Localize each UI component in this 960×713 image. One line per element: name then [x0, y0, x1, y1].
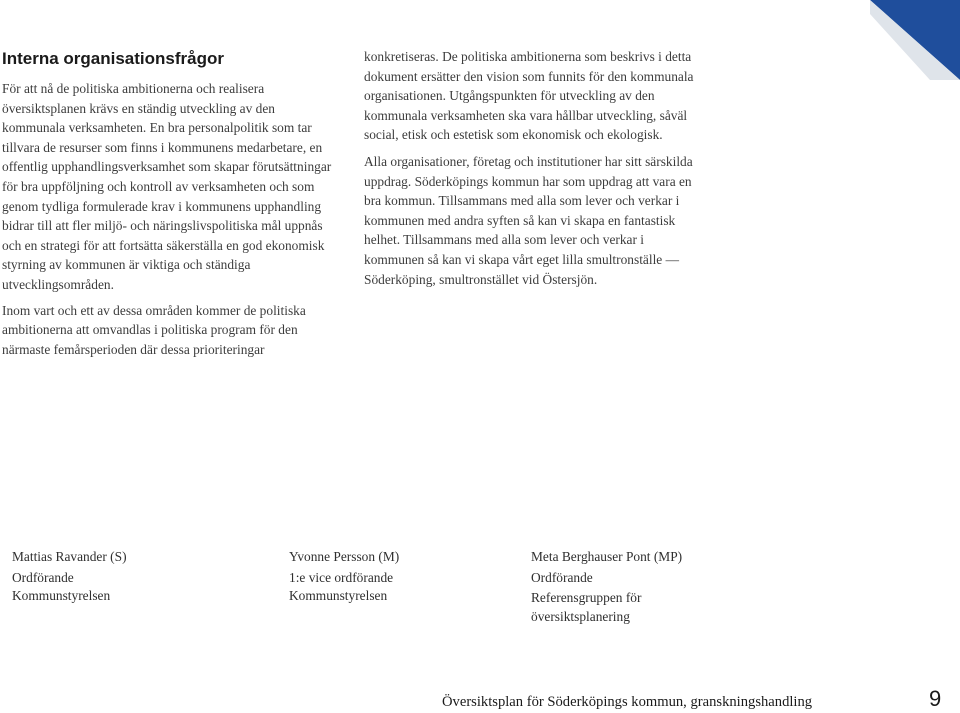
right-paragraph-2: Alla organisationer, företag och institutioner har sitt särskilda uppdrag. Söderköpings kommun har som uppdrag att vara en bra kommun. Tillsammans med alla som lever och verkar i kommunen med andra syften så kan vi skapa en fantastisk helhet. Tillsammans med alla som lever och verkar i kommunen så kan vi skapa vårt eget lilla smultronställe — Söderköping, smultronstället vid Östersjön.: [364, 153, 693, 287]
page-number: 9: [929, 686, 942, 711]
section-heading: Interna organisationsfrågor: [2, 49, 224, 68]
signature-2: [289, 548, 499, 606]
right-column: [364, 47, 704, 289]
page-corner-decoration: [870, 0, 960, 80]
footer-title: Översiktsplan för Söderköpings kommun, granskningshandling: [442, 694, 813, 710]
right-paragraph-1: konkretiseras. De politiska ambitionerna som beskrivs i detta dokument ersätter den vision som funnits för den kommunala organisationen. Utgångspunkten för utveckling av den kommunala verksamheten ska vara hållbar utveckling, såväl social, etisk och estetisk som ekonomisk och ekologisk.: [364, 49, 694, 143]
left-column: [2, 48, 332, 359]
signature-name: Mattias Ravander (S): [12, 549, 127, 564]
left-paragraph-1: För att nå de politiska ambitionerna och realisera översiktsplanen krävs en ständig utveckling av den kommunala verksamheten. En bra personalpolitik som tar tillvara de resurser som finns i kommunens medarbetare, en offentlig upphandlingsverksamhet som skapar förutsättningar för bra uppföljning och kontroll av verksamheten och som genom tydliga formulerade krav i kommunens upphandling bidrar till att fler miljö- och näringslivspolitiska mål uppnås och en strategi för att fortsätta säkerställa en god ekonomisk styrning av kommunen är viktiga och ständiga utvecklingsområden.: [2, 81, 332, 292]
signature-name: Yvonne Persson (M): [289, 549, 400, 564]
signature-org: Referensgruppen för översiktsplanering: [531, 590, 642, 624]
signature-3: [531, 548, 711, 626]
signature-role: Ordförande: [12, 569, 74, 585]
signature-1: [12, 548, 242, 606]
signature-org: Kommunstyrelsen: [12, 588, 111, 603]
signature-org: Kommunstyrelsen: [289, 588, 388, 603]
signature-role: 1:e vice ordförande: [289, 569, 394, 585]
signature-name: Meta Berghauser Pont (MP): [531, 549, 683, 564]
left-paragraph-2: Inom vart och ett av dessa områden kommer de politiska ambitionerna att omvandlas i politiska program för den närmaste femårsperioden där dessa prioriteringar: [2, 302, 306, 357]
signature-role: Ordförande: [531, 569, 593, 585]
